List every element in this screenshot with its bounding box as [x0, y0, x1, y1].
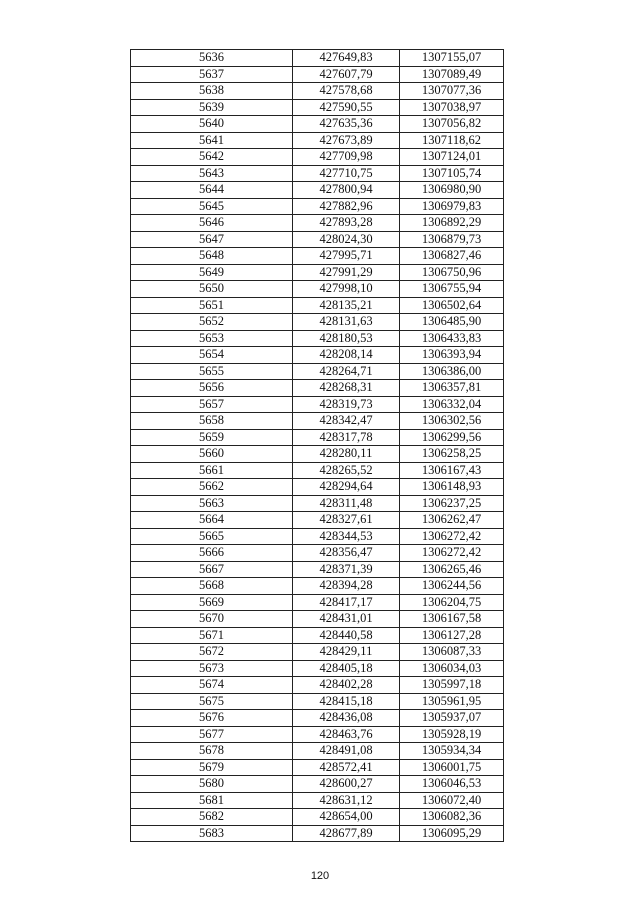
- y-coordinate-cell: 1306332,04: [400, 396, 504, 413]
- point-number-cell: 5650: [131, 281, 293, 298]
- y-coordinate-cell: 1305928,19: [400, 726, 504, 743]
- x-coordinate-cell: 428572,41: [293, 759, 400, 776]
- table-row: [131, 512, 504, 529]
- x-coordinate-cell: 428294,64: [293, 479, 400, 496]
- table-row: [131, 644, 504, 661]
- point-number-cell: 5683: [131, 825, 293, 842]
- point-number-cell: 5670: [131, 611, 293, 628]
- table-row: [131, 446, 504, 463]
- x-coordinate-cell: 427893,28: [293, 215, 400, 232]
- table-row: [131, 693, 504, 710]
- y-coordinate-cell: 1306827,46: [400, 248, 504, 265]
- table-row: [131, 182, 504, 199]
- x-coordinate-cell: 428436,08: [293, 710, 400, 727]
- point-number-cell: 5665: [131, 528, 293, 545]
- table-row: [131, 743, 504, 760]
- y-coordinate-cell: 1306034,03: [400, 660, 504, 677]
- table-row: [131, 99, 504, 116]
- point-number-cell: 5642: [131, 149, 293, 166]
- y-coordinate-cell: 1305934,34: [400, 743, 504, 760]
- table-row: [131, 347, 504, 364]
- table-row: [131, 660, 504, 677]
- table-row: [131, 248, 504, 265]
- y-coordinate-cell: 1306393,94: [400, 347, 504, 364]
- point-number-cell: 5663: [131, 495, 293, 512]
- y-coordinate-cell: 1306082,36: [400, 809, 504, 826]
- table-row: [131, 314, 504, 331]
- point-number-cell: 5673: [131, 660, 293, 677]
- point-number-cell: 5659: [131, 429, 293, 446]
- x-coordinate-cell: 428463,76: [293, 726, 400, 743]
- y-coordinate-cell: 1306272,42: [400, 528, 504, 545]
- x-coordinate-cell: 428327,61: [293, 512, 400, 529]
- y-coordinate-cell: 1306167,58: [400, 611, 504, 628]
- x-coordinate-cell: 428264,71: [293, 363, 400, 380]
- point-number-cell: 5677: [131, 726, 293, 743]
- point-number-cell: 5661: [131, 462, 293, 479]
- x-coordinate-cell: 427998,10: [293, 281, 400, 298]
- table-row: [131, 528, 504, 545]
- point-number-cell: 5657: [131, 396, 293, 413]
- y-coordinate-cell: 1306892,29: [400, 215, 504, 232]
- point-number-cell: 5679: [131, 759, 293, 776]
- y-coordinate-cell: 1305937,07: [400, 710, 504, 727]
- y-coordinate-cell: 1306001,75: [400, 759, 504, 776]
- table-row: [131, 198, 504, 215]
- y-coordinate-cell: 1307124,01: [400, 149, 504, 166]
- x-coordinate-cell: 427578,68: [293, 83, 400, 100]
- coordinates-table: [130, 49, 504, 842]
- coordinates-table-body: [131, 50, 504, 842]
- y-coordinate-cell: 1306299,56: [400, 429, 504, 446]
- x-coordinate-cell: 428491,08: [293, 743, 400, 760]
- x-coordinate-cell: 428024,30: [293, 231, 400, 248]
- x-coordinate-cell: 428431,01: [293, 611, 400, 628]
- y-coordinate-cell: 1306087,33: [400, 644, 504, 661]
- y-coordinate-cell: 1306357,81: [400, 380, 504, 397]
- x-coordinate-cell: 428131,63: [293, 314, 400, 331]
- point-number-cell: 5680: [131, 776, 293, 793]
- point-number-cell: 5675: [131, 693, 293, 710]
- point-number-cell: 5649: [131, 264, 293, 281]
- table-row: [131, 578, 504, 595]
- point-number-cell: 5674: [131, 677, 293, 694]
- table-row: [131, 545, 504, 562]
- table-row: [131, 83, 504, 100]
- point-number-cell: 5636: [131, 50, 293, 67]
- y-coordinate-cell: 1306237,25: [400, 495, 504, 512]
- x-coordinate-cell: 428677,89: [293, 825, 400, 842]
- point-number-cell: 5660: [131, 446, 293, 463]
- table-row: [131, 479, 504, 496]
- y-coordinate-cell: 1306750,96: [400, 264, 504, 281]
- y-coordinate-cell: 1306433,83: [400, 330, 504, 347]
- point-number-cell: 5656: [131, 380, 293, 397]
- table-row: [131, 759, 504, 776]
- point-number-cell: 5643: [131, 165, 293, 182]
- table-row: [131, 396, 504, 413]
- x-coordinate-cell: 428405,18: [293, 660, 400, 677]
- table-row: [131, 792, 504, 809]
- y-coordinate-cell: 1306167,43: [400, 462, 504, 479]
- y-coordinate-cell: 1306265,46: [400, 561, 504, 578]
- y-coordinate-cell: 1307056,82: [400, 116, 504, 133]
- table-row: [131, 429, 504, 446]
- x-coordinate-cell: 428415,18: [293, 693, 400, 710]
- table-row: [131, 611, 504, 628]
- point-number-cell: 5678: [131, 743, 293, 760]
- table-row: [131, 809, 504, 826]
- table-row: [131, 149, 504, 166]
- point-number-cell: 5648: [131, 248, 293, 265]
- page-number: 120: [310, 870, 330, 882]
- x-coordinate-cell: 428402,28: [293, 677, 400, 694]
- point-number-cell: 5637: [131, 66, 293, 83]
- table-row: [131, 776, 504, 793]
- y-coordinate-cell: 1306386,00: [400, 363, 504, 380]
- x-coordinate-cell: 428600,27: [293, 776, 400, 793]
- table-row: [131, 116, 504, 133]
- table-row: [131, 413, 504, 430]
- point-number-cell: 5666: [131, 545, 293, 562]
- table-row: [131, 726, 504, 743]
- x-coordinate-cell: 428135,21: [293, 297, 400, 314]
- point-number-cell: 5676: [131, 710, 293, 727]
- point-number-cell: 5655: [131, 363, 293, 380]
- table-row: [131, 281, 504, 298]
- x-coordinate-cell: 428180,53: [293, 330, 400, 347]
- y-coordinate-cell: 1306980,90: [400, 182, 504, 199]
- x-coordinate-cell: 427635,36: [293, 116, 400, 133]
- x-coordinate-cell: 428356,47: [293, 545, 400, 562]
- point-number-cell: 5668: [131, 578, 293, 595]
- y-coordinate-cell: 1307089,49: [400, 66, 504, 83]
- y-coordinate-cell: 1307155,07: [400, 50, 504, 67]
- y-coordinate-cell: 1306095,29: [400, 825, 504, 842]
- x-coordinate-cell: 427709,98: [293, 149, 400, 166]
- table-row: [131, 825, 504, 842]
- table-row: [131, 165, 504, 182]
- x-coordinate-cell: 428631,12: [293, 792, 400, 809]
- point-number-cell: 5681: [131, 792, 293, 809]
- y-coordinate-cell: 1306302,56: [400, 413, 504, 430]
- table-row: [131, 215, 504, 232]
- x-coordinate-cell: 427800,94: [293, 182, 400, 199]
- x-coordinate-cell: 428429,11: [293, 644, 400, 661]
- point-number-cell: 5669: [131, 594, 293, 611]
- point-number-cell: 5644: [131, 182, 293, 199]
- point-number-cell: 5654: [131, 347, 293, 364]
- x-coordinate-cell: 428280,11: [293, 446, 400, 463]
- x-coordinate-cell: 428440,58: [293, 627, 400, 644]
- table-row: [131, 231, 504, 248]
- y-coordinate-cell: 1306072,40: [400, 792, 504, 809]
- y-coordinate-cell: 1306755,94: [400, 281, 504, 298]
- x-coordinate-cell: 428371,39: [293, 561, 400, 578]
- table-row: [131, 627, 504, 644]
- table-row: [131, 297, 504, 314]
- y-coordinate-cell: 1306979,83: [400, 198, 504, 215]
- y-coordinate-cell: 1307118,62: [400, 132, 504, 149]
- point-number-cell: 5639: [131, 99, 293, 116]
- y-coordinate-cell: 1307077,36: [400, 83, 504, 100]
- table-row: [131, 66, 504, 83]
- x-coordinate-cell: 428344,53: [293, 528, 400, 545]
- table-row: [131, 380, 504, 397]
- y-coordinate-cell: 1306272,42: [400, 545, 504, 562]
- x-coordinate-cell: 427607,79: [293, 66, 400, 83]
- table-row: [131, 710, 504, 727]
- x-coordinate-cell: 428342,47: [293, 413, 400, 430]
- point-number-cell: 5651: [131, 297, 293, 314]
- x-coordinate-cell: 427590,55: [293, 99, 400, 116]
- y-coordinate-cell: 1306258,25: [400, 446, 504, 463]
- point-number-cell: 5672: [131, 644, 293, 661]
- y-coordinate-cell: 1307105,74: [400, 165, 504, 182]
- y-coordinate-cell: 1306204,75: [400, 594, 504, 611]
- point-number-cell: 5646: [131, 215, 293, 232]
- point-number-cell: 5652: [131, 314, 293, 331]
- y-coordinate-cell: 1306879,73: [400, 231, 504, 248]
- point-number-cell: 5653: [131, 330, 293, 347]
- y-coordinate-cell: 1305997,18: [400, 677, 504, 694]
- y-coordinate-cell: 1306244,56: [400, 578, 504, 595]
- y-coordinate-cell: 1306046,53: [400, 776, 504, 793]
- y-coordinate-cell: 1306148,93: [400, 479, 504, 496]
- point-number-cell: 5640: [131, 116, 293, 133]
- table-row: [131, 330, 504, 347]
- x-coordinate-cell: 427673,89: [293, 132, 400, 149]
- table-row: [131, 462, 504, 479]
- point-number-cell: 5671: [131, 627, 293, 644]
- table-row: [131, 677, 504, 694]
- point-number-cell: 5641: [131, 132, 293, 149]
- x-coordinate-cell: 428319,73: [293, 396, 400, 413]
- point-number-cell: 5638: [131, 83, 293, 100]
- table-row: [131, 264, 504, 281]
- x-coordinate-cell: 427991,29: [293, 264, 400, 281]
- table-row: [131, 363, 504, 380]
- y-coordinate-cell: 1306502,64: [400, 297, 504, 314]
- x-coordinate-cell: 428311,48: [293, 495, 400, 512]
- x-coordinate-cell: 427710,75: [293, 165, 400, 182]
- table-row: [131, 594, 504, 611]
- table-row: [131, 495, 504, 512]
- point-number-cell: 5664: [131, 512, 293, 529]
- y-coordinate-cell: 1306485,90: [400, 314, 504, 331]
- table-row: [131, 132, 504, 149]
- x-coordinate-cell: 427882,96: [293, 198, 400, 215]
- y-coordinate-cell: 1307038,97: [400, 99, 504, 116]
- y-coordinate-cell: 1305961,95: [400, 693, 504, 710]
- point-number-cell: 5647: [131, 231, 293, 248]
- x-coordinate-cell: 427995,71: [293, 248, 400, 265]
- x-coordinate-cell: 428265,52: [293, 462, 400, 479]
- x-coordinate-cell: 427649,83: [293, 50, 400, 67]
- y-coordinate-cell: 1306127,28: [400, 627, 504, 644]
- point-number-cell: 5667: [131, 561, 293, 578]
- x-coordinate-cell: 428654,00: [293, 809, 400, 826]
- table-row: [131, 50, 504, 67]
- x-coordinate-cell: 428394,28: [293, 578, 400, 595]
- table-row: [131, 561, 504, 578]
- point-number-cell: 5645: [131, 198, 293, 215]
- x-coordinate-cell: 428268,31: [293, 380, 400, 397]
- x-coordinate-cell: 428208,14: [293, 347, 400, 364]
- x-coordinate-cell: 428317,78: [293, 429, 400, 446]
- point-number-cell: 5662: [131, 479, 293, 496]
- y-coordinate-cell: 1306262,47: [400, 512, 504, 529]
- point-number-cell: 5658: [131, 413, 293, 430]
- point-number-cell: 5682: [131, 809, 293, 826]
- x-coordinate-cell: 428417,17: [293, 594, 400, 611]
